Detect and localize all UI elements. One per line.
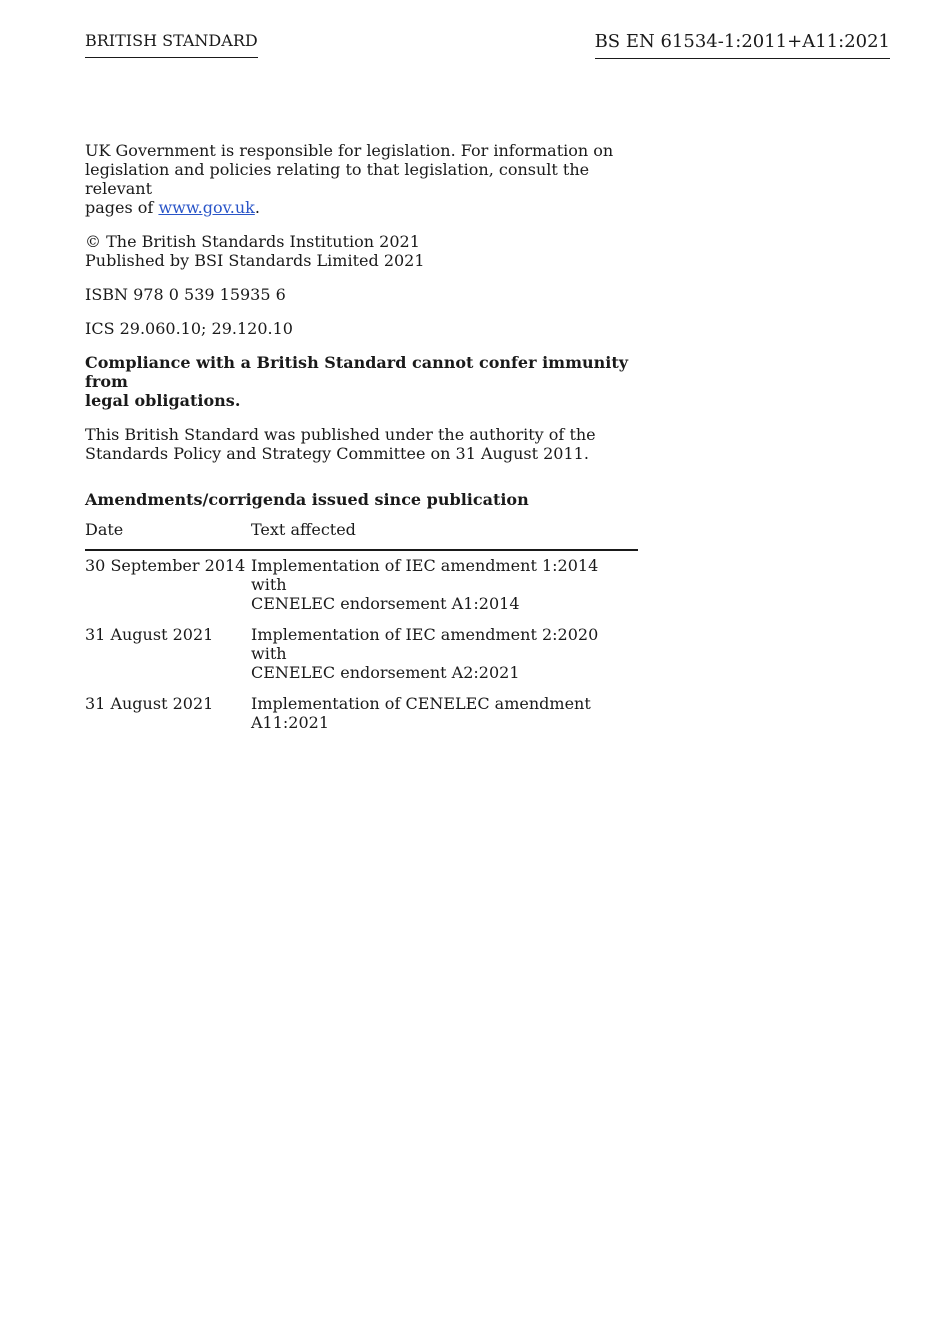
government-line-3 xyxy=(85,198,640,217)
text-affected-column-header: Text affected xyxy=(251,513,638,550)
compliance-line-1: Compliance with a British Standard cannot confer immunity from xyxy=(85,353,629,391)
government-line-3-prefix: pages of xyxy=(85,198,159,217)
government-line-3-suffix: . xyxy=(254,198,260,217)
authority-line-2: Standards Policy and Strategy Committee on 31 August 2011. xyxy=(85,444,589,463)
amendments-header-row xyxy=(85,513,638,550)
compliance-statement xyxy=(85,353,640,410)
government-paragraph xyxy=(85,141,640,217)
document-number: BS EN 61534-1:2011+A11:2021 xyxy=(595,31,890,59)
compliance-line-2: legal obligations. xyxy=(85,391,241,410)
amendment-text-line-2: CENELEC endorsement A2:2021 xyxy=(251,663,520,682)
header-left-label: BRITISH STANDARD xyxy=(85,31,258,58)
document-body xyxy=(85,141,640,739)
copyright-paragraph xyxy=(85,232,640,270)
amendment-text xyxy=(251,550,638,620)
published-line: Published by BSI Standards Limited 2021 xyxy=(85,251,425,270)
amendment-text xyxy=(251,620,638,689)
amendment-text-line-1: Implementation of IEC amendment 1:2014 with xyxy=(251,556,599,594)
authority-paragraph xyxy=(85,425,640,463)
gov-uk-link[interactable]: www.gov.uk xyxy=(158,198,255,217)
amendment-text-line-1: Implementation of IEC amendment 2:2020 with xyxy=(251,625,599,663)
ics-line: ICS 29.060.10; 29.120.10 xyxy=(85,319,293,338)
government-line-2: legislation and policies relating to that legislation, consult the relevant xyxy=(85,160,590,198)
amendment-date: 30 September 2014 xyxy=(85,556,246,575)
amendment-date: 31 August 2021 xyxy=(85,625,214,644)
government-line-1: UK Government is responsible for legislation. For information on xyxy=(85,141,614,160)
isbn-line: ISBN 978 0 539 15935 6 xyxy=(85,285,286,304)
table-row xyxy=(85,689,638,739)
authority-line-1: This British Standard was published under the authority of the xyxy=(85,425,596,444)
table-row xyxy=(85,620,638,689)
amendments-heading: Amendments/corrigenda issued since publication xyxy=(85,490,529,509)
amendment-text-line-1: Implementation of CENELEC amendment A11:2021 xyxy=(251,694,591,732)
date-column-header: Date xyxy=(85,513,251,550)
amendments-table xyxy=(85,513,638,739)
copyright-line: © The British Standards Institution 2021 xyxy=(85,232,420,251)
amendment-text-line-2: CENELEC endorsement A1:2014 xyxy=(251,594,520,613)
table-row xyxy=(85,550,638,620)
amendment-date: 31 August 2021 xyxy=(85,694,214,713)
amendment-text xyxy=(251,689,638,739)
